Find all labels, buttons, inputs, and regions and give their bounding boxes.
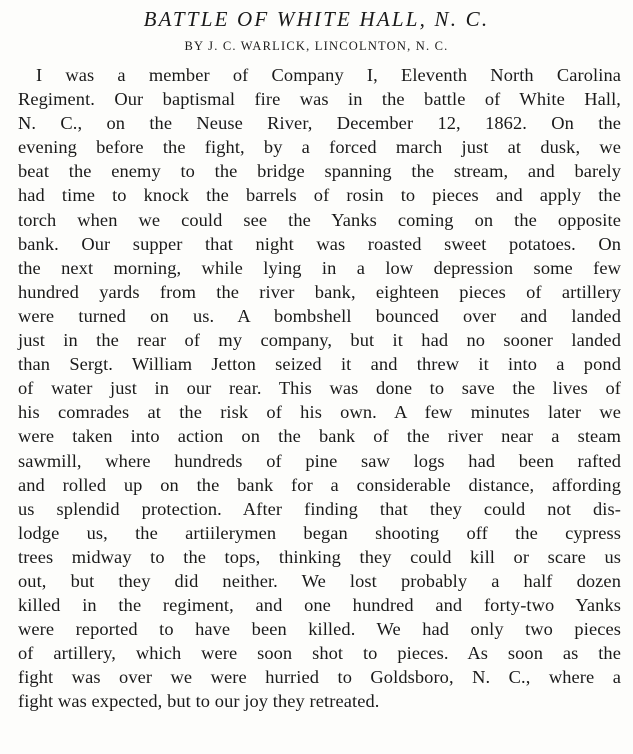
- text-line: hundred yards from the river bank, eighteen pieces of artillery: [18, 281, 621, 302]
- text-line: were reported to have been killed. We had only two pieces: [18, 619, 621, 640]
- text-line: his comrades at the risk of his own. A few minutes later we: [18, 402, 621, 423]
- text-line: of water just in our rear. This was done to save the lives of: [18, 378, 621, 399]
- text-line: than Sergt. William Jetton seized it and threw it into a pond: [18, 354, 621, 375]
- article-body: [18, 63, 621, 714]
- text-line: evening before the fight, by a forced march just at dusk, we: [18, 137, 621, 158]
- text-line: were turned on us. A bombshell bounced over and landed: [18, 305, 621, 326]
- text-line: the next morning, while lying in a low depression some few: [18, 257, 621, 278]
- text-line: torch when we could see the Yanks coming on the opposite: [18, 209, 621, 230]
- text-line: out, but they did neither. We lost probably a half dozen: [18, 570, 621, 591]
- article-title: BATTLE OF WHITE HALL, N. C.: [143, 7, 490, 31]
- text-line: fight was over we were hurried to Goldsboro, N. C., where a: [18, 667, 621, 688]
- text-line: N. C., on the Neuse River, December 12, 1862. On the: [18, 113, 621, 134]
- text-line: and rolled up on the bank for a considerable distance, affording: [18, 474, 621, 495]
- text-line: killed in the regiment, and one hundred and forty-two Yanks: [18, 595, 621, 616]
- text-line: beat the enemy to the bridge spanning the stream, and barely: [18, 161, 621, 182]
- article-byline: BY J. C. WARLICK, LINCOLNTON, N. C.: [184, 39, 449, 53]
- text-line: lodge us, the artiilerymen began shooting off the cypress: [18, 522, 621, 543]
- text-line: I was a member of Company I, Eleventh North Carolina: [36, 65, 621, 85]
- text-line: fight was expected, but to our joy they retreated.: [18, 691, 380, 712]
- text-line: bank. Our supper that night was roasted sweet potatoes. On: [18, 233, 621, 254]
- text-line: us splendid protection. After finding that they could not dis-: [18, 498, 621, 519]
- text-line: were taken into action on the bank of the river near a steam: [18, 426, 621, 447]
- text-line: sawmill, where hundreds of pine saw logs had been rafted: [18, 450, 621, 471]
- text-line: of artillery, which were soon shot to pieces. As soon as the: [18, 643, 621, 664]
- text-line: trees midway to the tops, thinking they could kill or scare us: [18, 546, 621, 567]
- text-line: just in the rear of my company, but it had no sooner landed: [18, 330, 621, 351]
- text-line: Regiment. Our baptismal fire was in the battle of White Hall,: [18, 89, 621, 110]
- text-line: had time to knock the barrels of rosin to pieces and apply the: [18, 185, 621, 206]
